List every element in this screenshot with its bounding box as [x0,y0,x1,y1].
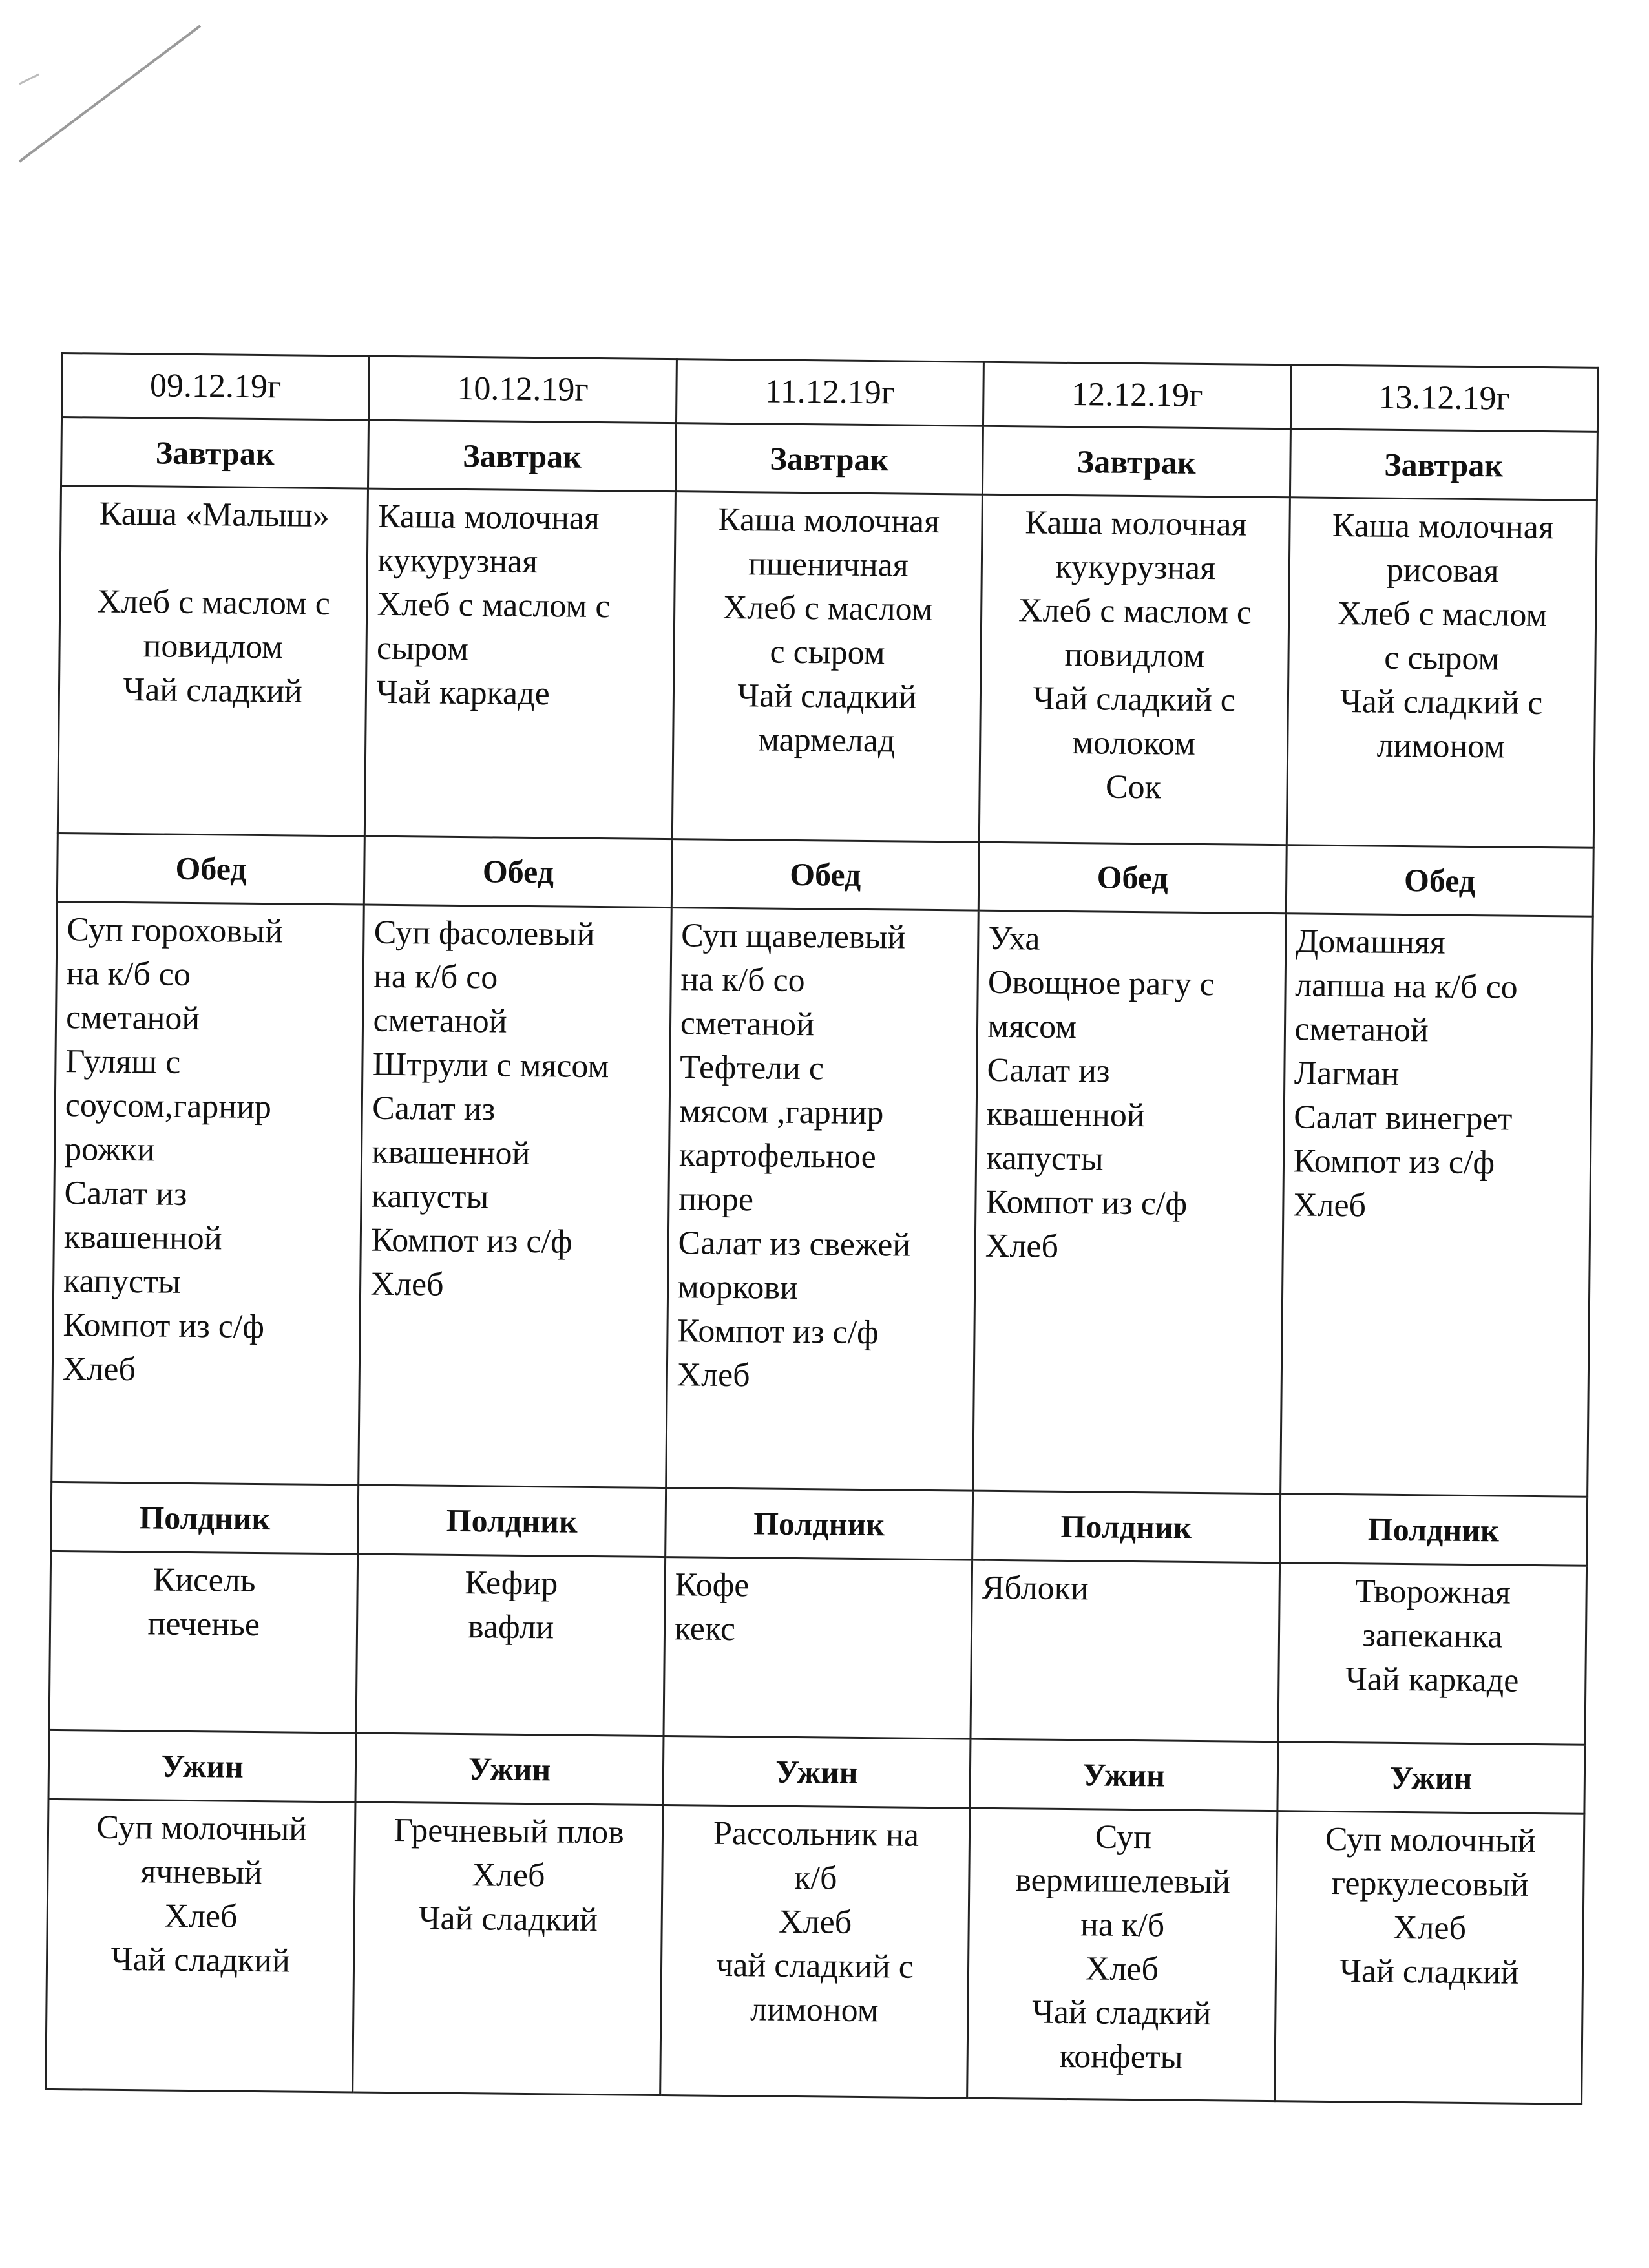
menu-cell [979,494,1290,845]
breakfast-row [58,486,1597,848]
menu-item-line: Яблоки [982,1569,1089,1608]
menu-item-line: Рассольник на [713,1814,919,1854]
menu-item-line: с сыром [1384,639,1500,678]
menu-item-line: на к/б [1080,1906,1165,1944]
scan-corner-mark [13,13,207,168]
meal-heading: Завтрак [675,423,983,495]
menu-item-line: Каша молочная [1332,507,1555,547]
menu-item-line: Салат из [987,1051,1110,1090]
menu-cell [660,1805,970,2098]
menu-cell [664,1557,972,1739]
menu-item-line: Хлеб с маслом [722,589,933,629]
date-cell: 12.12.19г [983,362,1291,428]
meal-heading: Полдник [972,1491,1280,1563]
menu-cell [1280,914,1593,1497]
menu-item-line: Гуляш с [65,1043,181,1081]
menu-item-line: Творожная [1354,1573,1511,1612]
meal-heading: Обед [978,842,1286,914]
menu-item-line: сметаной [1294,1011,1429,1049]
menu-item-line: Суп гороховый [67,911,283,950]
menu-item-line: кукурузная [1055,548,1216,587]
meal-heading: Обед [57,833,364,905]
menu-item-line: Хлеб [472,1856,545,1894]
snack-row [49,1551,1587,1745]
menu-item-line: Чай каркаде [376,673,550,713]
menu-cell [1278,1562,1587,1745]
menu-item-line: Суп фасолевый [373,914,595,953]
menu-item-line: пшеничная [748,545,909,584]
meal-heading: Ужин [1277,1742,1584,1814]
menu-item-line: квашенной [372,1133,530,1173]
menu-cell [365,488,676,839]
menu-item-line: капусты [985,1139,1104,1178]
menu-item-line: рисовая [1386,551,1499,590]
menu-item-line: Чай сладкий [418,1900,598,1938]
menu-cell [359,905,671,1488]
menu-item-line: кукурузная [377,541,538,581]
menu-item-line: Хлеб [677,1356,750,1394]
menu-item-line: на к/б со [680,961,805,1000]
menu-item-line: Хлеб с маслом с [96,583,331,623]
menu-item-line: Кисель [152,1561,256,1599]
menu-item-line: Хлеб [1392,1909,1467,1947]
menu-item-line: Гречневый плов [394,1811,625,1851]
meal-heading: Полдник [1279,1494,1587,1566]
menu-item-line: Уха [988,919,1040,958]
meal-heading: Обед [364,836,672,908]
menu-item-line: Суп молочный [96,1809,308,1848]
menu-item-line: сметаной [680,1005,815,1044]
menu-item-line: Кофе [675,1566,750,1604]
menu-item-line: Чай сладкий [1031,1993,1212,2032]
menu-item-line: соусом,гарнир [65,1087,272,1126]
menu-item-line: сметаной [65,999,200,1038]
meal-heading: Ужин [355,1733,663,1805]
meal-heading: Полдник [358,1485,666,1557]
meal-heading: Обед [1286,845,1593,916]
menu-item-line: Чай сладкий [737,677,917,716]
menu-item-line: Хлеб [62,1350,136,1389]
meal-heading: Завтрак [983,426,1290,498]
menu-item-line: сыром [376,629,469,668]
menu-item-line: кекс [674,1610,736,1648]
menu-item-line: квашенной [986,1095,1146,1135]
menu-item-line: Лагман [1294,1055,1400,1093]
date-cell: 10.12.19г [369,356,677,423]
meal-heading: Ужин [970,1739,1277,1811]
menu-item-line: квашенной [63,1219,222,1257]
menu-item-line: Чай сладкий [1339,1952,1519,1991]
menu-item-line: сметаной [373,1002,507,1040]
menu-item-line: Суп щавелевый [680,917,906,956]
menu-item-line: Сок [1105,768,1162,806]
menu-item-line: к/б [794,1859,837,1897]
menu-item-line: лимоном [1376,727,1506,766]
menu-item-line: Салат из свежей [678,1224,911,1264]
menu-item-line: пюре [678,1181,754,1219]
menu-item-line: Компот из с/ф [677,1312,879,1352]
menu-cell [52,901,364,1485]
menu-item-line: молоком [1071,724,1196,763]
menu-item-line: Чай сладкий с [1033,680,1236,719]
menu-item-line: Чай сладкий с [1339,683,1543,722]
menu-item-line: повидлом [1064,636,1205,675]
meal-heading: Завтрак [61,417,369,488]
menu-item-line: лимоном [750,1991,879,2029]
menu-item-line: Каша «Малыш» [99,495,330,535]
menu-item-line: запеканка [1362,1617,1503,1655]
menu-cell [973,910,1286,1494]
menu-item-line: чай сладкий с [715,1946,914,1986]
menu-item-line: Домашняя [1295,923,1445,961]
menu-item-line: Чай сладкий [110,1940,291,1980]
menu-cell [967,1808,1277,2101]
menu-item-line: мясом [987,1007,1077,1046]
date-cell: 11.12.19г [676,359,983,426]
menu-cell [49,1551,358,1733]
menu-item-line: Хлеб [985,1227,1059,1265]
dinner-row [46,1799,1584,2104]
date-cell: 13.12.19г [1290,365,1598,432]
menu-item-line: вермишелевый [1015,1861,1231,1901]
menu-item-line: мармелад [757,721,896,760]
menu-item-line: Каша молочная [717,501,940,541]
menu-cell [46,1799,356,2092]
meal-heading: Ужин [663,1736,971,1808]
menu-item-line: Хлеб [1085,1950,1159,1988]
meal-heading: Ужин [48,1730,356,1802]
menu-item-line: Чай сладкий [123,671,303,710]
menu-cell [356,1554,665,1736]
menu-cell [666,908,978,1491]
menu-item-line [70,536,358,582]
meal-heading: Обед [671,839,979,910]
menu-item-line: капусты [63,1263,181,1301]
menu-item-line: мясом ,гарнир [679,1093,884,1132]
menu-item-line: с сыром [770,633,885,672]
menu-cell [1274,1811,1584,2104]
menu-item-line: Хлеб [1292,1186,1367,1224]
meal-heading: Завтрак [1290,429,1597,501]
menu-item-line: на к/б со [373,958,498,996]
lunch-row [52,901,1593,1496]
meal-heading: Завтрак [368,420,676,492]
menu-item-line: Салат из [64,1175,187,1213]
menu-item-line: Компот из с/ф [1293,1142,1495,1182]
menu-item-line: Суп молочный [1325,1820,1536,1860]
menu-item-line: Суп [1095,1818,1152,1856]
menu-item-line: Штрули с мясом [372,1045,609,1086]
menu-item-line: Хлеб с маслом с [377,585,611,625]
menu-item-line: повидлом [143,627,284,666]
menu-cell [1287,498,1597,848]
menu-item-line: Компот из с/ф [63,1307,265,1346]
menu-item-line: на к/б со [66,955,191,993]
menu-item-line: ячневый [140,1853,263,1891]
menu-item-line: геркулесовый [1331,1864,1529,1904]
menu-item-line: лапша на к/б со [1294,967,1518,1006]
menu-cell [672,492,983,842]
menu-item-line: Компот из с/ф [370,1221,572,1261]
menu-item-line: Компот из с/ф [985,1183,1188,1223]
menu-item-line: капусты [371,1177,489,1216]
menu-item-line: картофельное [678,1137,877,1176]
menu-cell [58,486,368,836]
date-cell: 09.12.19г [62,353,370,420]
menu-item-line: Хлеб [778,1903,852,1941]
menu-item-line: Тефтели с [679,1049,824,1087]
menu-item-line: Овощное рагу с [987,963,1215,1003]
menu-item-line: Салат из [372,1089,496,1128]
menu-item-line: Хлеб [164,1897,238,1935]
menu-item-line: Хлеб [370,1265,444,1303]
menu-item-line: рожки [64,1131,156,1169]
menu-item-line: Салат винегрет [1294,1098,1513,1138]
menu-item-line: Хлеб с маслом [1337,595,1548,635]
menu-item-line: Каша молочная [1025,504,1247,543]
menu-item-line: печенье [147,1605,260,1643]
menu-item-line: Хлеб с маслом с [1018,592,1252,631]
menu-item-line: моркови [677,1268,799,1307]
menu-item-line: Кефир [465,1564,558,1602]
menu-document [45,352,1599,2105]
menu-cell [353,1802,663,2095]
meal-heading: Полдник [665,1488,972,1560]
menu-cell [971,1560,1279,1742]
meal-heading: Полдник [51,1482,359,1554]
menu-item-line: Чай каркаде [1345,1660,1519,1699]
weekly-menu-table [45,352,1599,2105]
menu-item-line: вафли [467,1608,554,1646]
menu-item-line: конфеты [1059,2037,1183,2076]
menu-item-line: Каша молочная [377,498,600,538]
